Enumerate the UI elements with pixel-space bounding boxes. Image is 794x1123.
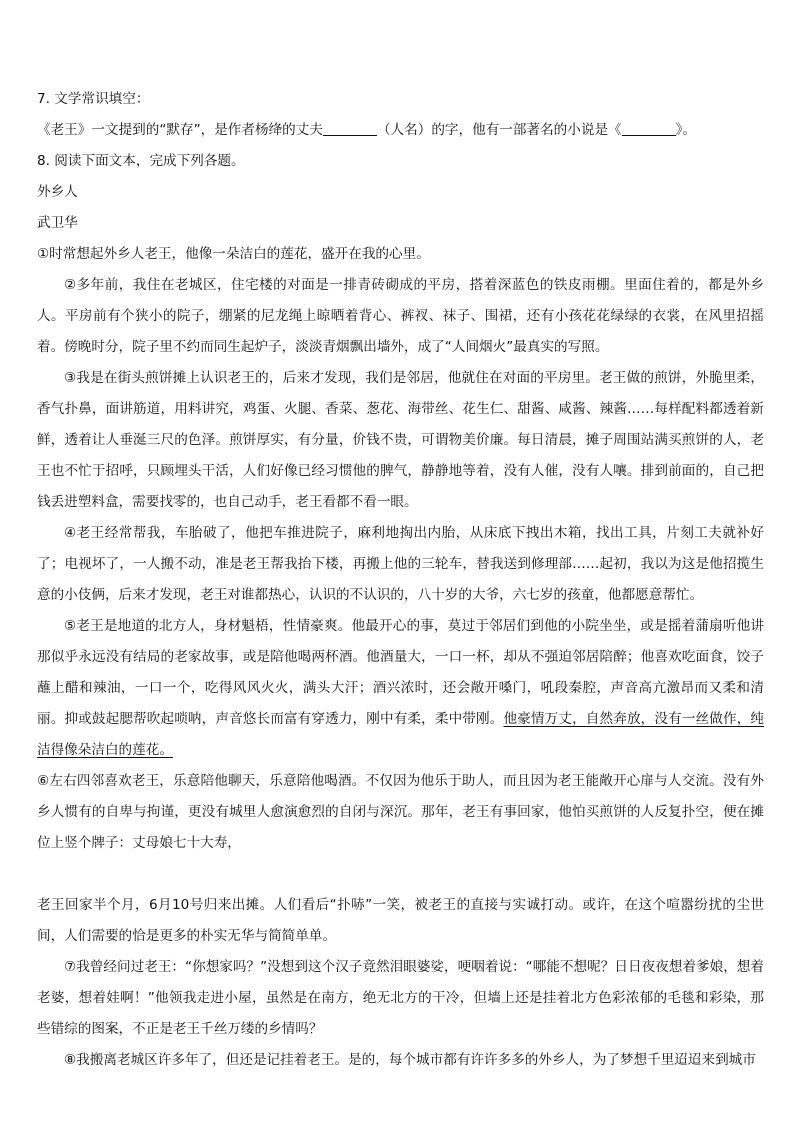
question-7-text-part1: 《老王》一文提到的“默存”，是作者杨绛的丈夫	[37, 122, 323, 138]
paragraph-7: ⑦我曾经问过老王：“你想家吗？”没想到这个汉子竟然泪眼婆娑，哽咽着说：“哪能不想呢？日日夜夜想着爹娘，想着老婆，想着娃啊！”他领我走进小屋，虽然是在南方，绝无北方的干冷，但墙上还是挂着北方色彩浓郁的毛毯和彩染，那些错综的图案，不正是老王千丝万缕的乡情吗？	[37, 959, 764, 1037]
paragraph-5-underlined-sentence: 他豪情万丈，自然奔放，没有一丝做作，纯洁得像朵洁白的莲花。	[37, 711, 765, 758]
paragraph-5	[37, 611, 764, 766]
paragraph-4: ④老王经常帮我，车胎破了，他把车推进院子，麻利地掏出内胎，从床底下拽出木箱，找出工具，片刻工夫就补好了；电视坏了，一人搬不动，准是老王帮我抬下楼，再搬上他的三轮车，替我送到修理部……起初，我以为这是他招揽生意的小伎俩，后来才发现，老王对谁都热心，认识的不认识的，八十岁的大爷，六七岁的孩童，他都愿意帮忙。	[37, 525, 764, 603]
answer-blank-novel[interactable]	[622, 121, 676, 136]
question-7-text-part3: 》。	[675, 122, 697, 138]
question-7-body	[37, 115, 764, 146]
question-7-text-part2: （人名）的字，他有一部著名的小说是《	[376, 122, 622, 138]
paragraph-5-text: ⑤老王是地道的北方人，身材魁梧，性情豪爽。他最开心的事，莫过于邻居们到他的小院坐坐，或是摇着蒲扇听他讲那似乎永远没有结局的老家故事，或是陪他喝两杯酒。他酒量大，一口一杯，却从不强迫邻居陪醉；他喜欢吃面食，饺子蘸上醋和辣油，一口一个，吃得风风火火，满头大汗；酒兴浓时，还会敞开嗓门，吼段秦腔，声音高亢激昂而又柔和清丽。抑或鼓起腮帮吹起唢呐，声音悠长而富有穿透力，刚中有柔，柔中带刚。	[37, 618, 764, 727]
question-8-instruction: 8. 阅读下面文本，完成下列各题。	[37, 153, 245, 169]
article-title: 外乡人	[37, 184, 78, 200]
paragraph-6: ⑥左右四邻喜欢老王，乐意陪他聊天，乐意陪他喝酒。不仅因为他乐于助人，而且因为老王能敞开心扉与人交流。没有外乡人惯有的自卑与拘谨，更没有城里人愈演愈烈的自闭与深沉。那年，老王有事回家，他怕买煎饼的人反复扑空，便在摊位上竖个牌子：丈母娘七十大寿，	[37, 773, 764, 851]
paragraph-2: ②多年前，我住在老城区，住宅楼的对面是一排青砖砌成的平房，搭着深蓝色的铁皮雨棚。里面住着的，都是外乡人。平房前有个狭小的院子，绷紧的尼龙绳上晾晒着背心、裤衩、袜子、围裙，还有小孩花花绿绿的衣裳，在风里招摇着。傍晚时分，院子里不约而同生起炉子，淡淡青烟飘出墙外，成了“人间烟火”最真实的写照。	[37, 277, 764, 355]
paragraph-1: ①时常想起外乡人老王，他像一朵洁白的莲花，盛开在我的心里。	[37, 246, 430, 262]
question-7-title: 7. 文学常识填空：	[37, 91, 150, 107]
paragraph-6-continued: 老王回家半个月，6月10号归来出摊。人们看后“扑哧”一笑，被老王的直接与实诚打动。或许，在这个喧嚣纷扰的尘世间，人们需要的恰是更多的朴实无华与简简单单。	[37, 897, 764, 944]
sign-content-gap	[37, 859, 764, 890]
paragraph-8: ⑧我搬离老城区许多年了，但还是记挂着老王。是的，每个城市都有许许多多的外乡人，为了梦想千里迢迢来到城市	[64, 1052, 756, 1068]
article-author: 武卫华	[37, 215, 78, 231]
answer-blank-name[interactable]	[323, 121, 377, 136]
paragraph-3: ③我是在街头煎饼摊上认识老王的，后来才发现，我们是邻居，他就住在对面的平房里。老王做的煎饼，外脆里柔，香气扑鼻，面讲筋道，用料讲究，鸡蛋、火腿、香菜、葱花、海带丝、花生仁、甜酱、咸酱、辣酱……每样配料都透着新鲜，透着让人垂涎三尺的色泽。煎饼厚实，有分量，价钱不贵，可谓物美价廉。每日清晨，摊子周围站满买煎饼的人，老王也不忙于招呼，只顾埋头干活，人们好像已经习惯他的脾气，静静地等着，没有人催，没有人嚷。排到前面的，自己把钱丢进塑料盒，需要找零的，也自己动手，老王看都不看一眼。	[37, 370, 764, 510]
